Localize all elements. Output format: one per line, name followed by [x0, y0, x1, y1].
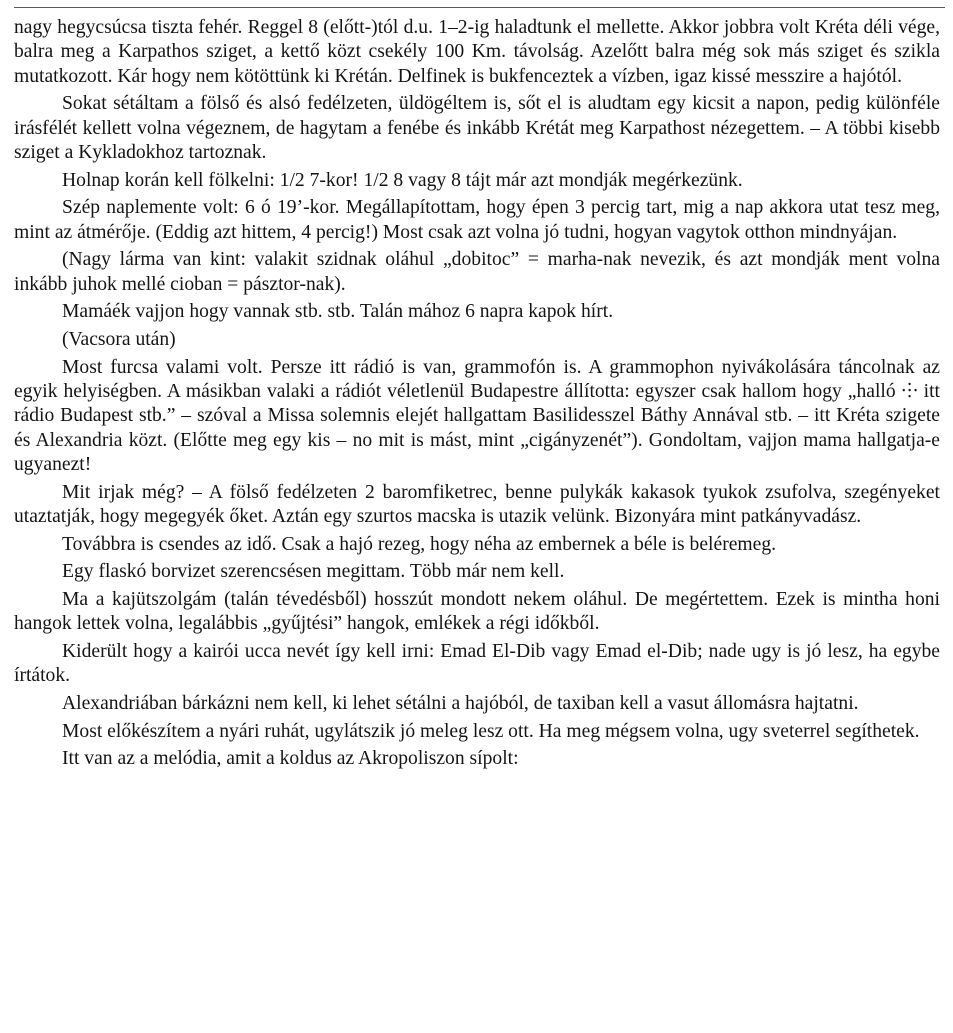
paragraph: Most előkészítem a nyári ruhát, ugylátszik jó meleg lesz ott. Ha meg mégsem volna, ugy sveterrel segíthetek. — [62, 720, 920, 742]
paragraph: Holnap korán kell fölkelni: 1/2 7-kor! 1/2 8 vagy 8 tájt már azt mondják megérkezünk. — [62, 169, 743, 191]
body-text — [14, 16, 940, 775]
paragraph: Egy flaskó borvizet szerencsésen megittam. Több már nem kell. — [62, 561, 565, 583]
paragraph: (Vacsora után) — [62, 329, 176, 350]
paragraph: Sokat sétáltam a fölső és alsó fedélzeten, üldögéltem is, sőt el is aludtam egy kicsit a napon, pedig különféle irásfélét kellett volna végeznem, de hagytam a fenébe és inkább Krétát meg Karpathost nézegettem. – A többi kisebb sziget a Kykladokhoz tartoznak. — [14, 93, 940, 164]
paragraph: Itt van az a melódia, amit a koldus az Akropoliszon sípolt: — [62, 748, 519, 770]
paragraph: Kiderült hogy a kairói ucca nevét így kell irni: Emad El-Dib vagy Emad el-Dib; nade ugy is jó lesz, ha egybe írtátok. — [14, 641, 940, 687]
paragraph: Most furcsa valami volt. Persze itt rádió is van, grammofón is. A grammophon nyivákolására táncolnak az egyik helyiségben. A másikban valaki a rádiót véletlenül Budapestre állította: egyszer csak hallom hogy „halló ⸭ itt rádio Budapest stb.” – szóval a Missa solemnis elejét hallgattam Basilidesszel Báthy Annával stb. – itt Kréta szigete és Alexandria közt. (Előtte meg egy kis – no mit is mást, mint „cigányzenét”). Gondoltam, vajjon mama hallgatja-e ugyanezt! — [14, 356, 940, 476]
paragraph: nagy hegycsúcsa tiszta fehér. Reggel 8 (előtt-)tól d.u. 1–2-ig haladtunk el mellette. Akkor jobbra volt Kréta déli vége, balra meg a Karpathos sziget, a kettő közt csekély 100 Km. távolság. Azelőtt balra még sok más sziget és szikla mutatkozott. Kár hogy nem kötöttünk ki Krétán. Delfinek is bukfenceztek a vízben, igaz kissé messzire a hajótól. — [14, 17, 940, 87]
paragraph: Szép naplemente volt: 6 ó 19’-kor. Megállapítottam, hogy épen 3 percig tart, mig a nap akkora utat tesz meg, mint az átmérője. (Eddig azt hittem, 4 percig!) Most csak azt volna jó tudni, hogyan vagytok otthon mindnyájan. — [14, 197, 940, 243]
paragraph: Alexandriában bárkázni nem kell, ki lehet sétálni a hajóból, de taxiban kell a vasut állomásra hajtatni. — [62, 693, 859, 714]
paragraph: (Nagy lárma van kint: valakit szidnak oláhul „dobitoc” = marha-nak nevezik, és azt mondják ment volna inkább juhok mellé cioban = pásztor-nak). — [14, 249, 940, 295]
paragraph: Ma a kajütszolgám (talán tévedésből) hosszút mondott nekem oláhul. De megértettem. Ezek is mintha honi hangok lettek volna, legalábbis „gyűjtési” hangok, emlékek a régi időkből. — [14, 589, 940, 635]
header-rule — [14, 7, 945, 8]
paragraph: Mamáék vajjon hogy vannak stb. stb. Talán mához 6 napra kapok hírt. — [62, 301, 614, 323]
paragraph: Továbbra is csendes az idő. Csak a hajó rezeg, hogy néha az embernek a béle is beléremeg. — [62, 533, 777, 555]
paragraph: Mit irjak még? – A fölső fedélzeten 2 baromfiketrec, benne pulykák kakasok tyukok zsufolva, szegényeket utaztatják, hogy megegyék őket. Aztán egy szurtos macska is utazik velünk. Bizonyára mint patkányvadász. — [14, 481, 940, 528]
